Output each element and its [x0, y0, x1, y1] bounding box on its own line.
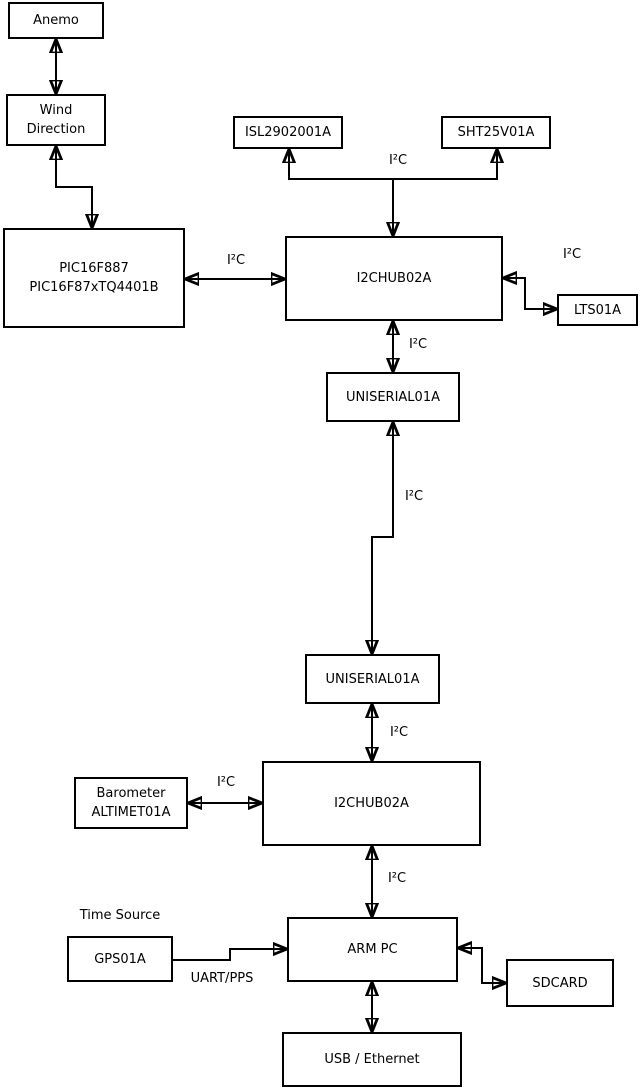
node-label: USB / Ethernet — [324, 1052, 420, 1067]
node-label: UNISERIAL01A — [325, 671, 420, 687]
node-label-line1: Barometer — [96, 786, 166, 801]
node-label: SHT25V01A — [457, 125, 535, 140]
node-label: Anemo — [33, 13, 79, 28]
label-i2c-branch: I²C — [388, 153, 408, 168]
edge-gps-armpc — [173, 949, 287, 960]
node-label: GPS01A — [94, 951, 146, 967]
node-label-line2: PIC16F87xTQ4401B — [29, 280, 159, 295]
node-i2chub02a-2 — [262, 761, 481, 846]
node-label: ISL2902001A — [244, 125, 332, 140]
label-uart-pps: UART/PPS — [190, 971, 254, 986]
node-sht25v01a — [441, 116, 551, 149]
node-label-line1: PIC16F887 — [59, 261, 129, 276]
edge-winddirection-pic — [56, 146, 92, 228]
node-sdcard — [506, 959, 614, 1007]
node-label: ARM PC — [347, 942, 398, 957]
node-label-line1: Wind — [39, 103, 73, 118]
node-arm-pc — [287, 917, 458, 982]
node-label: SDCARD — [532, 975, 588, 991]
node-label: LTS01A — [573, 302, 622, 318]
label-i2c-pic-hub1: I²C — [226, 253, 246, 268]
node-uniserial01a-1 — [326, 372, 460, 422]
node-pic16f887 — [3, 228, 185, 328]
node-label: UNISERIAL01A — [346, 389, 440, 405]
node-gps01a — [67, 936, 173, 982]
node-label: I2CHUB02A — [356, 271, 432, 286]
node-lts01a — [557, 294, 638, 326]
label-i2c-hub1-uniserial1: I²C — [408, 337, 428, 352]
node-label-line2: ALTIMET01A — [91, 805, 171, 820]
edge-armpc-sdcard — [458, 948, 506, 983]
label-i2c-uniserial1-uniserial2: I²C — [404, 489, 424, 504]
node-isl2902001a — [233, 116, 343, 149]
label-time-source: Time Source — [79, 908, 161, 923]
node-barometer-altimet01a — [74, 777, 188, 829]
label-i2c-hub1-lts: I²C — [562, 247, 582, 262]
node-wind-direction — [6, 94, 106, 146]
edge-uniserial1-uniserial2 — [372, 422, 393, 654]
edge-hub1-lts — [503, 278, 557, 309]
label-i2c-barometer-hub2: I²C — [216, 775, 236, 790]
node-anemo — [8, 2, 104, 39]
node-usb-ethernet — [282, 1032, 462, 1087]
node-label-line2: Direction — [26, 122, 86, 137]
label-i2c-uniserial2-hub2: I²C — [389, 725, 409, 740]
node-i2chub02a-1 — [285, 236, 503, 321]
node-label: I2CHUB02A — [334, 796, 409, 811]
node-uniserial01a-2 — [305, 654, 440, 704]
label-i2c-hub2-armpc: I²C — [387, 871, 407, 886]
